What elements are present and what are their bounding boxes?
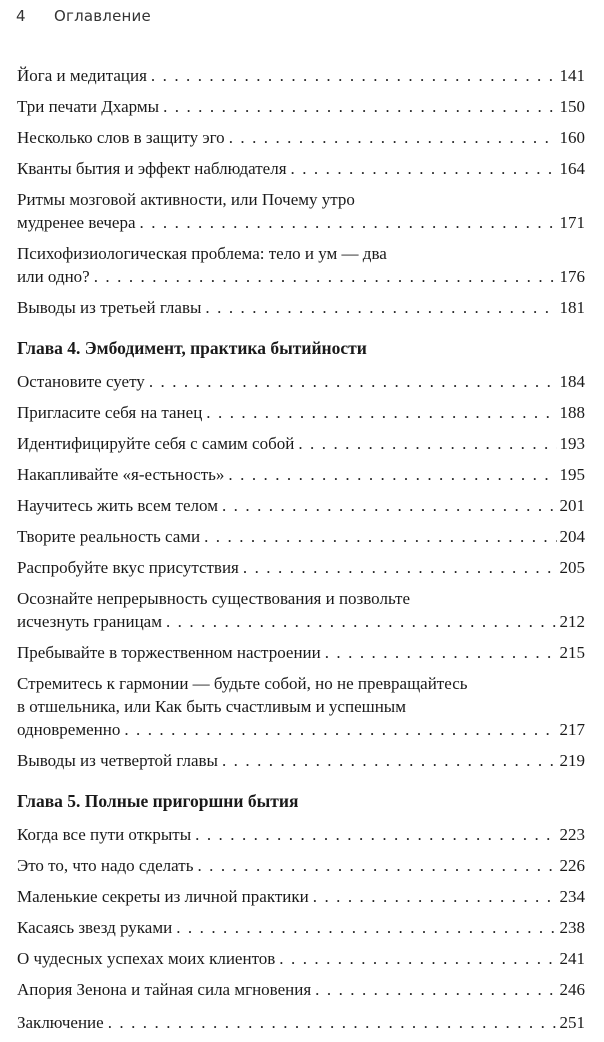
toc-entry-page-number: 246 xyxy=(559,980,585,999)
toc-entry-page-number: 215 xyxy=(559,643,585,662)
dot-leader xyxy=(108,1011,557,1034)
running-head xyxy=(16,7,151,25)
toc-entry-page-number: 188 xyxy=(559,403,585,422)
toc-entry-title-line: одновременно xyxy=(17,720,121,739)
toc-entry[interactable] xyxy=(17,556,585,579)
toc-entry[interactable] xyxy=(17,401,585,424)
toc-entry-last-line xyxy=(17,947,585,970)
toc-entry-last-line xyxy=(17,296,585,319)
toc-entry-page-number: 219 xyxy=(559,751,585,770)
toc-entry-title-line: Творите реальность сами xyxy=(17,527,201,546)
dot-leader xyxy=(279,947,556,970)
toc-entry-title-line: исчезнуть границам xyxy=(17,612,162,631)
dot-leader xyxy=(298,432,556,455)
dot-leader xyxy=(325,641,557,664)
chapter-4-heading: Глава 4. Эмбодимент, практика бытийности xyxy=(17,338,367,358)
toc-entry-page-number: 160 xyxy=(559,128,585,147)
toc-entry-page-number: 212 xyxy=(559,612,585,631)
dot-leader xyxy=(243,556,557,579)
dot-leader xyxy=(313,885,557,908)
toc-entry-title-line: Кванты бытия и эффект наблюдателя xyxy=(17,159,287,178)
toc-entry-page-number: 241 xyxy=(559,949,585,968)
toc-section-chapter5 xyxy=(17,823,585,1001)
toc-entry-page-number: 193 xyxy=(559,434,585,453)
toc-entry-page-number: 141 xyxy=(559,66,585,85)
dot-leader xyxy=(229,126,557,149)
toc-entry-page-number: 150 xyxy=(559,97,585,116)
toc-entry-title-line: Йога и медитация xyxy=(17,66,147,85)
toc-entry-page-number: 195 xyxy=(559,465,585,484)
toc-entry-last-line xyxy=(17,916,585,939)
toc-entry-page-number: 201 xyxy=(559,496,585,515)
toc-entry-title-line: О чудесных успехах моих клиентов xyxy=(17,949,276,968)
toc-entry-page-number: 217 xyxy=(559,720,585,739)
toc-section-closing xyxy=(17,1011,585,1034)
dot-leader xyxy=(315,978,556,1001)
toc-entry-title-line: Пригласите себя на танец xyxy=(17,403,203,422)
toc-entry-last-line xyxy=(17,823,585,846)
dot-leader xyxy=(206,401,556,424)
toc-entry-last-line xyxy=(17,64,585,87)
toc-entry-title-line: Это то, что надо сделать xyxy=(17,856,194,875)
toc-entry[interactable] xyxy=(17,64,585,87)
toc-entry-last-line xyxy=(17,749,585,772)
toc-entry-title-line: Заключение xyxy=(17,1013,104,1032)
toc-entry[interactable] xyxy=(17,95,585,118)
toc-entry[interactable] xyxy=(17,1011,585,1034)
dot-leader xyxy=(195,823,556,846)
toc-entry-last-line xyxy=(17,610,585,633)
dot-leader xyxy=(151,64,557,87)
dot-leader xyxy=(222,494,557,517)
toc-entry-last-line xyxy=(17,126,585,149)
toc-entry[interactable] xyxy=(17,188,585,234)
toc-entry[interactable] xyxy=(17,823,585,846)
toc-entry-page-number: 238 xyxy=(559,918,585,937)
toc-entry-title-line: Психофизиологическая проблема: тело и ум — два xyxy=(17,244,387,263)
toc-entry-title-line: Маленькие секреты из личной практики xyxy=(17,887,309,906)
dot-leader xyxy=(149,370,557,393)
toc-entry-page-number: 223 xyxy=(559,825,585,844)
toc-entry-last-line xyxy=(17,718,585,741)
toc-entry-last-line xyxy=(17,157,585,180)
chapter-5-heading: Глава 5. Полные пригоршни бытия xyxy=(17,791,299,811)
toc-entry[interactable] xyxy=(17,525,585,548)
toc-entry[interactable] xyxy=(17,587,585,633)
toc-entry-page-number: 226 xyxy=(559,856,585,875)
toc-entry-last-line xyxy=(17,432,585,455)
toc-entry-title-line: Научитесь жить всем телом xyxy=(17,496,218,515)
dot-leader xyxy=(94,265,557,288)
toc-entry[interactable] xyxy=(17,641,585,664)
dot-leader xyxy=(222,749,557,772)
toc-entry-last-line xyxy=(17,494,585,517)
toc-entry-title-line: Идентифицируйте себя с самим собой xyxy=(17,434,295,453)
toc-entry[interactable] xyxy=(17,854,585,877)
toc-entry-title-line: в отшельника, или Как быть счастливым и успешным xyxy=(17,697,406,716)
toc-entry-title-line: Стремитесь к гармонии — будьте собой, но не превращайтесь xyxy=(17,674,468,693)
toc-entry-page-number: 251 xyxy=(559,1013,585,1032)
toc-entry[interactable] xyxy=(17,463,585,486)
toc-entry-last-line xyxy=(17,641,585,664)
toc-entry-title-line: или одно? xyxy=(17,267,90,286)
toc-entry-last-line xyxy=(17,1011,585,1034)
page-number: 4 xyxy=(16,7,26,25)
toc-entry-title-line: Выводы из четвертой главы xyxy=(17,751,218,770)
toc-entry-page-number: 205 xyxy=(559,558,585,577)
toc-entry-page-number: 234 xyxy=(559,887,585,906)
dot-leader xyxy=(124,718,556,741)
toc-entry-title-line: Ритмы мозговой активности, или Почему утро xyxy=(17,190,355,209)
toc-entry-last-line xyxy=(17,525,585,548)
toc-entry-last-line xyxy=(17,211,585,234)
toc-entry[interactable] xyxy=(17,432,585,455)
toc-entry-last-line xyxy=(17,463,585,486)
running-head-title: Оглавление xyxy=(54,7,151,25)
dot-leader xyxy=(204,525,556,548)
toc-entry[interactable] xyxy=(17,296,585,319)
toc-entry[interactable] xyxy=(17,370,585,393)
toc-entry-last-line xyxy=(17,265,585,288)
dot-leader xyxy=(176,916,556,939)
toc-entry-title-line: Выводы из третьей главы xyxy=(17,298,202,317)
toc-entry[interactable] xyxy=(17,126,585,149)
dot-leader xyxy=(166,610,557,633)
toc-entry[interactable] xyxy=(17,885,585,908)
toc-section-part1 xyxy=(17,64,585,319)
toc-entry-last-line xyxy=(17,854,585,877)
table-of-contents xyxy=(17,64,585,1042)
toc-entry-title-line: Три печати Дхармы xyxy=(17,97,160,116)
toc-entry-title-line: Касаясь звезд руками xyxy=(17,918,173,937)
toc-entry-title-line: мудренее вечера xyxy=(17,213,136,232)
toc-entry-page-number: 176 xyxy=(559,267,585,286)
toc-entry-page-number: 204 xyxy=(559,527,585,546)
toc-entry[interactable] xyxy=(17,749,585,772)
toc-entry-title-line: Пребывайте в торжественном настроении xyxy=(17,643,321,662)
toc-entry-page-number: 184 xyxy=(559,372,585,391)
dot-leader xyxy=(228,463,556,486)
toc-entry-last-line xyxy=(17,370,585,393)
toc-entry-last-line xyxy=(17,978,585,1001)
dot-leader xyxy=(140,211,557,234)
dot-leader xyxy=(163,95,556,118)
toc-entry-title-line: Распробуйте вкус присутствия xyxy=(17,558,239,577)
toc-entry[interactable] xyxy=(17,672,585,741)
toc-entry[interactable] xyxy=(17,947,585,970)
toc-entry-title-line: Осознайте непрерывность существования и позвольте xyxy=(17,589,411,608)
toc-entry-page-number: 164 xyxy=(559,159,585,178)
toc-entry-title-line: Накапливайте «я-естьность» xyxy=(17,465,225,484)
toc-entry[interactable] xyxy=(17,916,585,939)
toc-section-chapter4 xyxy=(17,370,585,772)
toc-entry-title-line: Несколько слов в защиту эго xyxy=(17,128,225,147)
toc-entry[interactable] xyxy=(17,242,585,288)
dot-leader xyxy=(291,157,557,180)
toc-entry-page-number: 171 xyxy=(559,213,585,232)
toc-entry-last-line xyxy=(17,401,585,424)
toc-entry[interactable] xyxy=(17,157,585,180)
toc-entry[interactable] xyxy=(17,494,585,517)
toc-entry-last-line xyxy=(17,556,585,579)
dot-leader xyxy=(205,296,556,319)
toc-entry[interactable] xyxy=(17,978,585,1001)
toc-entry-page-number: 181 xyxy=(559,298,585,317)
toc-entry-title-line: Остановите суету xyxy=(17,372,145,391)
toc-entry-title-line: Когда все пути открыты xyxy=(17,825,192,844)
dot-leader xyxy=(197,854,556,877)
toc-entry-last-line xyxy=(17,95,585,118)
toc-entry-last-line xyxy=(17,885,585,908)
toc-entry-title-line: Апория Зенона и тайная сила мгновения xyxy=(17,980,312,999)
